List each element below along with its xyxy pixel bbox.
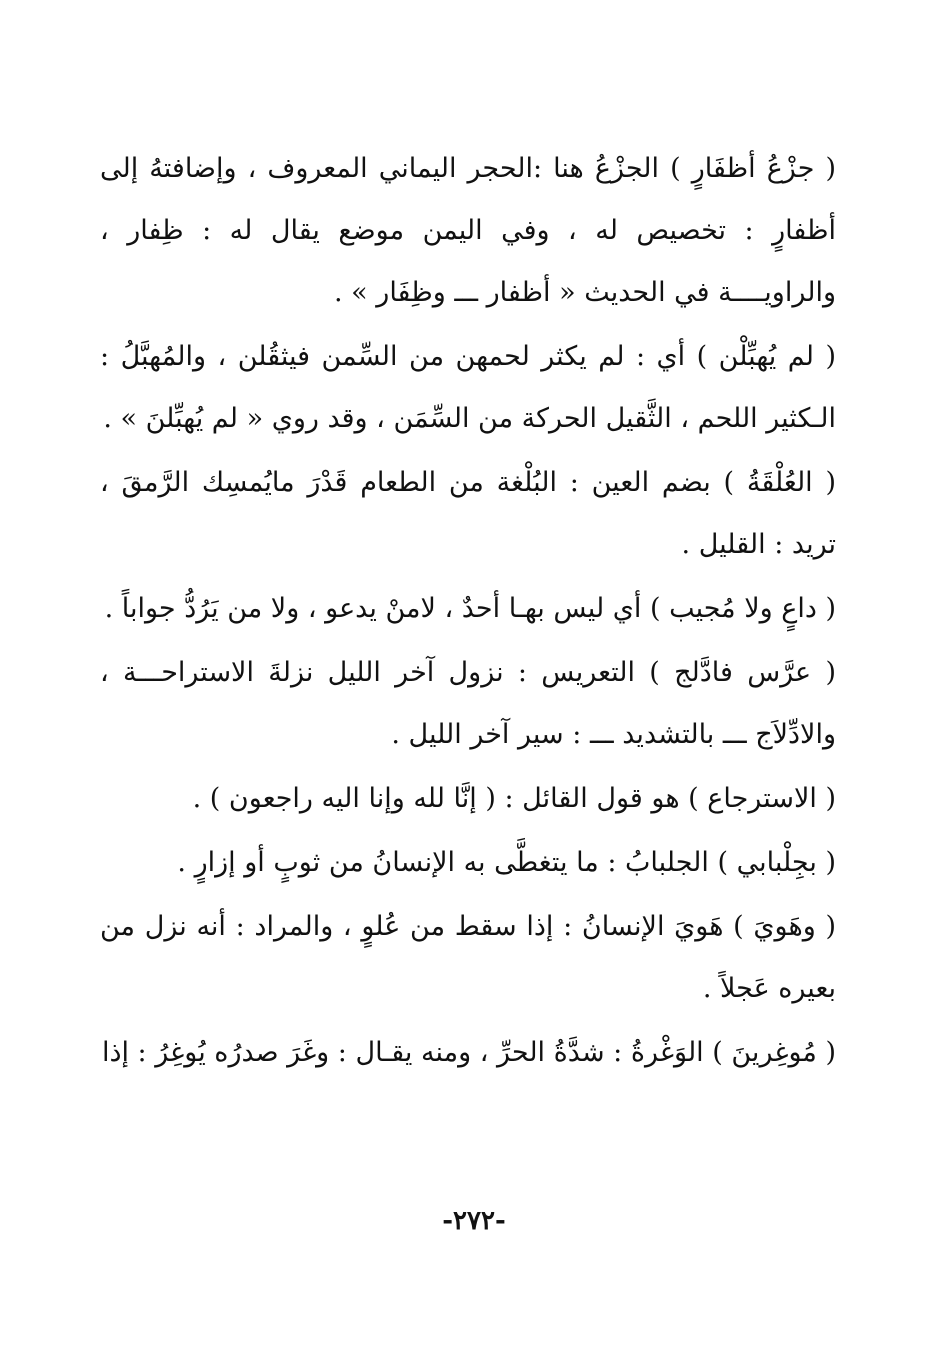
glossary-entry-wahawiya: ( وهَويَ ) هَويَ الإنسانُ : إذا سقط من عُلوٍ ، والمراد : أنه نزل من بعيره عَجلاً . xyxy=(100,911,836,1004)
glossary-entry-bijilbabi: ( بجِلْبابي ) الجلبابُ : ما يتغطَّى به الإنسانُ من ثوبٍ أو إزارٍ . xyxy=(177,847,836,878)
page-body xyxy=(100,138,836,1084)
glossary-entry-al-ulqa: ( العُلْقَةُ ) بضم العين : البُلْغة من الطعام قَدْرَ مايُمسِك الرَّمقَ ، تريد : القليل . xyxy=(100,467,836,560)
glossary-entry-mughirin: ( مُوغِرينَ ) الوَغْرةُ : شدَّةُ الحرِّ ، ومنه يقـال : وغَرَ صدرُه يُوغِرُ : إذا xyxy=(101,1037,836,1068)
glossary-entry-jaz-azfar: ( جزْعُ أظفَارٍ ) الجزْعُ هنا :الحجر اليماني المعروف ، وإضافتهُ إلى أظفارٍ : تخصيص له ، وفي اليمن موضع يقال له : ظِفار ، والراويــــة في الحديث « أظفار ـــ وظِفَار » . xyxy=(100,153,836,308)
page-number: -٢٧٢- xyxy=(442,1206,506,1236)
glossary-entry-dai-wala-mujib: ( داعٍ ولا مُجيب ) أي ليس بهـا أحدٌ ، لامنْ يدعو ، ولا من يَرُدُّ جواباً . xyxy=(104,593,836,624)
glossary-entry-al-istirja: ( الاسترجاع ) هو قول القائل : ( إنَّا لله وإنا اليه راجعون ) . xyxy=(192,783,836,814)
glossary-entry-lam-yuhabbilna: ( لم يُهبِّلْن ) أي : لم يكثر لحمهن من السِّمن فيثقُلن ، والمُهبَّلُ : الـكثير اللحم ، الثَّقيل الحركة من السِّمَن ، وقد روي « لم يُهبِّلنَ » . xyxy=(100,341,836,434)
glossary-entry-arrasa-faddalaja: ( عرَّس فادَّلج ) التعريس : نزول آخر الليل نزلةَ الاستراحـــة ، والادِّلاَج ـــ بالتشديد ـــ : سير آخر الليل . xyxy=(100,657,836,750)
